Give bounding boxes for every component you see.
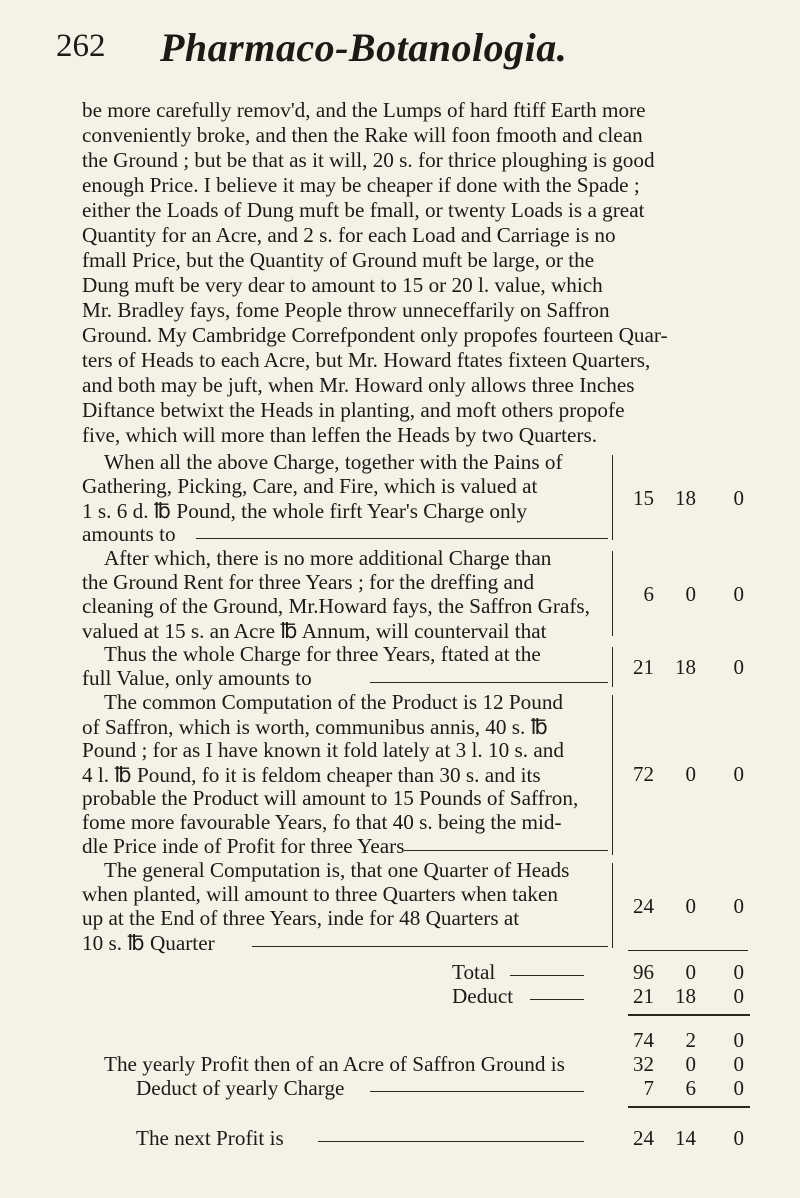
amount-shillings: 18 (675, 486, 696, 510)
text-line: the Ground Rent for three Years ; for the dreffing and (82, 570, 535, 594)
deduct-pence: 0 (733, 984, 744, 1008)
total-label: Total (452, 960, 496, 984)
text-line: Gathering, Picking, Care, and Fire, which is valued at (82, 474, 538, 498)
yearly-pence: 0 (733, 1052, 744, 1076)
page-header (56, 24, 776, 80)
amount-shillings: 0 (685, 762, 696, 786)
running-title: Pharmaco-Botanologia. (160, 25, 568, 70)
text-line: When all the above Charge, together with the Pains of (104, 450, 563, 474)
text-line: up at the End of three Years, inde for 48 Quarters at (82, 906, 520, 930)
amount-pounds: 15 (633, 486, 654, 510)
text-line: dle Price inde of Profit for three Years (82, 834, 405, 858)
amount-pence: 0 (733, 582, 744, 606)
text-line: five, which will more than leffen the Heads by two Quarters. (82, 423, 598, 447)
yearly-charge-pounds: 7 (643, 1076, 654, 1100)
yearly-shillings: 0 (685, 1052, 696, 1076)
text-line: be more carefully remov'd, and the Lumps of hard ftiff Earth more (82, 98, 646, 122)
text-line: Dung muft be very dear to amount to 15 or 20 l. value, which (82, 273, 603, 297)
next-profit-label: The next Profit is (136, 1126, 284, 1150)
next-pounds: 24 (633, 1126, 654, 1150)
text-line: Mr. Bradley fays, fome People throw unneceffarily on Saffron (82, 298, 610, 322)
amount-pounds: 6 (643, 582, 654, 606)
deduct-shillings: 18 (675, 984, 696, 1008)
leader-rule (252, 946, 608, 947)
amount-shillings: 18 (675, 655, 696, 679)
text-line: 4 l. ℔ Pound, fo it is feldom cheaper than 30 s. and its (82, 763, 541, 787)
next-shillings: 14 (675, 1126, 696, 1150)
text-line: cleaning of the Ground, Mr.Howard fays, the Saffron Grafs, (82, 594, 590, 618)
total-shillings: 0 (685, 960, 696, 984)
amount-pence: 0 (733, 894, 744, 918)
text-line: Ground. My Cambridge Correfpondent only propofes fourteen Quar- (82, 323, 668, 347)
deduct-pounds: 21 (633, 984, 654, 1008)
text-line: of Saffron, which is worth, communibus annis, 40 s. ℔ (82, 715, 548, 739)
amount-shillings: 0 (685, 582, 696, 606)
sum-rule (628, 1014, 750, 1016)
deduct-label: Deduct (452, 984, 514, 1008)
text-line: full Value, only amounts to (82, 666, 312, 690)
text-line: enough Price. I believe it may be cheaper if done with the Spade ; (82, 173, 640, 197)
amount-pence: 0 (733, 762, 744, 786)
leader-rule (196, 538, 608, 539)
yearly-pounds: 32 (633, 1052, 654, 1076)
text-line: fome more favourable Years, fo that 40 s. being the mid- (82, 810, 562, 834)
amount-pence: 0 (733, 486, 744, 510)
yearly-charge-pence: 0 (733, 1076, 744, 1100)
text-line: valued at 15 s. an Acre ℔ Annum, will countervail that (82, 619, 547, 643)
subtotal-pounds: 74 (633, 1028, 654, 1052)
text-line: either the Loads of Dung muft be fmall, or twenty Loads is a great (82, 198, 645, 222)
amount-pounds: 24 (633, 894, 654, 918)
yearly-charge-label: Deduct of yearly Charge (136, 1076, 345, 1100)
text-line: 1 s. 6 d. ℔ Pound, the whole firft Year's Charge only (82, 499, 528, 523)
text-line: conveniently broke, and then the Rake will foon fmooth and clean (82, 123, 643, 147)
text-line: The general Computation is, that one Quarter of Heads (104, 858, 570, 882)
leader-rule (318, 1141, 584, 1142)
text-line: ters of Heads to each Acre, but Mr. Howard ftates fixteen Quarters, (82, 348, 651, 372)
amount-pounds: 21 (633, 655, 654, 679)
next-pence: 0 (733, 1126, 744, 1150)
text-line: Thus the whole Charge for three Years, ftated at the (104, 642, 541, 666)
page-number: 262 (56, 28, 106, 64)
text-line: Diftance betwixt the Heads in planting, and moft others propofe (82, 398, 625, 422)
subtotal-pence: 0 (733, 1028, 744, 1052)
subtotal-shillings: 2 (685, 1028, 696, 1052)
leader-rule (530, 999, 584, 1000)
leader-rule (370, 682, 608, 683)
sum-rule (628, 1106, 750, 1108)
yearly-profit-label: The yearly Profit then of an Acre of Saffron Ground is (104, 1052, 565, 1076)
amount-pounds: 72 (633, 762, 654, 786)
yearly-charge-shillings: 6 (685, 1076, 696, 1100)
leader-rule (404, 850, 608, 851)
amount-shillings: 0 (685, 894, 696, 918)
text-line: probable the Product will amount to 15 Pounds of Saffron, (82, 786, 579, 810)
text-line: Pound ; for as I have known it fold lately at 3 l. 10 s. and (82, 738, 564, 762)
text-line: The common Computation of the Product is 12 Pound (104, 690, 564, 714)
text-line: 10 s. ℔ Quarter (82, 931, 215, 955)
text-line: fmall Price, but the Quantity of Ground muft be large, or the (82, 248, 595, 272)
leader-rule (510, 975, 584, 976)
text-line: Quantity for an Acre, and 2 s. for each Load and Carriage is no (82, 223, 616, 247)
text-line: the Ground ; but be that as it will, 20 s. for thrice ploughing is good (82, 148, 655, 172)
text-line: and both may be juft, when Mr. Howard only allows three Inches (82, 373, 635, 397)
column-rule (628, 950, 748, 951)
text-line: when planted, will amount to three Quarters when taken (82, 882, 558, 906)
leader-rule (370, 1091, 584, 1092)
text-line: After which, there is no more additional Charge than (104, 546, 552, 570)
total-pence: 0 (733, 960, 744, 984)
amount-pence: 0 (733, 655, 744, 679)
text-line: amounts to (82, 522, 176, 546)
total-pounds: 96 (633, 960, 654, 984)
